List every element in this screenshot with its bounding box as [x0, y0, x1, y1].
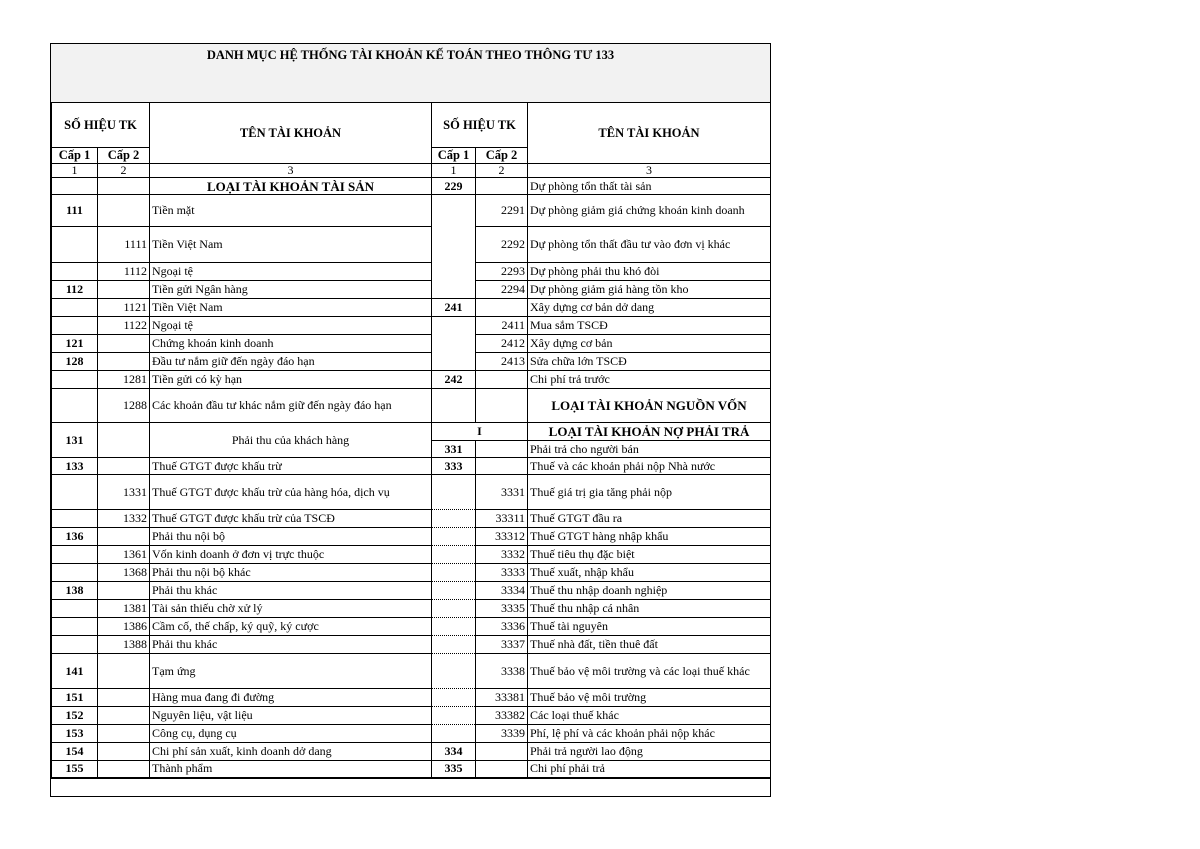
account-name: Xây dựng cơ bản: [528, 335, 771, 353]
table-row: [52, 281, 771, 299]
account-code: 133: [52, 458, 98, 475]
table-row: [52, 546, 771, 564]
account-code: 112: [52, 281, 98, 299]
roman-numeral: I: [432, 423, 528, 441]
account-name: Phải thu khác: [150, 636, 432, 654]
account-name: Thuế tài nguyên: [528, 618, 771, 636]
table-row: [52, 725, 771, 743]
header-cap1-right: Cấp 1: [432, 148, 476, 164]
account-code: 136: [52, 528, 98, 546]
table-row: [52, 618, 771, 636]
account-name: Thuế GTGT được khấu trừ của hàng hóa, dịch vụ: [150, 475, 432, 510]
account-name: Thuế nhà đất, tiền thuê đất: [528, 636, 771, 654]
account-code: 3333: [476, 564, 528, 582]
empty-cell: [432, 546, 476, 564]
empty-cell: [432, 528, 476, 546]
table-row: [52, 335, 771, 353]
account-name: Phải thu nội bộ khác: [150, 564, 432, 582]
account-name: Sửa chữa lớn TSCĐ: [528, 353, 771, 371]
empty-cell: [432, 636, 476, 654]
account-code: 121: [52, 335, 98, 353]
account-name: Tiền mặt: [150, 195, 432, 227]
account-name: Đầu tư nắm giữ đến ngày đáo hạn: [150, 353, 432, 371]
account-code: 1288: [98, 389, 150, 423]
account-name: Ngoại tệ: [150, 263, 432, 281]
table-row: [52, 389, 771, 423]
account-name: Thuế GTGT đầu ra: [528, 510, 771, 528]
table-row: [52, 707, 771, 725]
account-name: Dự phòng tổn thất đầu tư vào đơn vị khác: [528, 227, 771, 263]
empty-cell: [432, 654, 476, 689]
account-code: 33381: [476, 689, 528, 707]
account-code: 152: [52, 707, 98, 725]
account-code: 242: [432, 371, 476, 389]
account-name: Xây dựng cơ bản dở dang: [528, 299, 771, 317]
account-name: Ngoại tệ: [150, 317, 432, 335]
colnum: 3: [528, 164, 771, 178]
table-row: [52, 528, 771, 546]
account-code: 141: [52, 654, 98, 689]
account-name: Thuế giá trị gia tăng phải nộp: [528, 475, 771, 510]
column-number-row: [52, 164, 771, 178]
account-name: Thuế thu nhập cá nhân: [528, 600, 771, 618]
account-name: Thuế GTGT được khấu trừ: [150, 458, 432, 475]
header-ten-right: TÊN TÀI KHOẢN: [528, 103, 771, 164]
account-code: 3338: [476, 654, 528, 689]
account-name: Chi phí sản xuất, kinh doanh dở dang: [150, 743, 432, 761]
table-row: [52, 263, 771, 281]
empty-cell: [432, 707, 476, 725]
section-heading: LOẠI TÀI KHOẢN TÀI SẢN: [150, 178, 432, 195]
empty-cell: [432, 600, 476, 618]
account-name: Tiền gửi Ngân hàng: [150, 281, 432, 299]
account-name: Phải trả người lao động: [528, 743, 771, 761]
header-so-hieu-right: SỐ HIỆU TK: [432, 103, 528, 148]
table-row: [52, 600, 771, 618]
account-code: 33311: [476, 510, 528, 528]
account-name: Phí, lệ phí và các khoản phải nộp khác: [528, 725, 771, 743]
header-so-hieu-left: SỐ HIỆU TK: [52, 103, 150, 148]
account-name: Dự phòng tổn thất tài sản: [528, 178, 771, 195]
account-code: 3337: [476, 636, 528, 654]
account-name: Thuế và các khoản phải nộp Nhà nước: [528, 458, 771, 475]
account-name: Các khoản đầu tư khác nắm giữ đến ngày đáo hạn: [150, 389, 432, 423]
title-box: [51, 44, 770, 103]
account-code: 335: [432, 761, 476, 778]
account-name: Dự phòng giảm giá hàng tồn kho: [528, 281, 771, 299]
account-name: Công cụ, dụng cụ: [150, 725, 432, 743]
empty-cell: [432, 564, 476, 582]
account-name: Chi phí trả trước: [528, 371, 771, 389]
table-row: [52, 636, 771, 654]
table-row: [52, 195, 771, 227]
account-code: 3339: [476, 725, 528, 743]
header-cap1-left: Cấp 1: [52, 148, 98, 164]
account-name: Các loại thuế khác: [528, 707, 771, 725]
account-name: Thuế xuất, nhập khẩu: [528, 564, 771, 582]
account-code: 3336: [476, 618, 528, 636]
account-name: Tài sản thiếu chờ xử lý: [150, 600, 432, 618]
account-code: 33312: [476, 528, 528, 546]
account-name: Tiền Việt Nam: [150, 299, 432, 317]
table-row: [52, 371, 771, 389]
account-code: 3335: [476, 600, 528, 618]
table-row: [52, 743, 771, 761]
accounts-sheet: [50, 43, 771, 797]
table-row: [52, 689, 771, 707]
colnum: 2: [476, 164, 528, 178]
empty-cell: [432, 725, 476, 743]
account-code: 1361: [98, 546, 150, 564]
table-row: [52, 761, 771, 778]
table-row: [52, 317, 771, 335]
account-name: Nguyên liệu, vật liệu: [150, 707, 432, 725]
account-code: 154: [52, 743, 98, 761]
empty-cell: [432, 510, 476, 528]
colnum: 2: [98, 164, 150, 178]
account-name: Phải trả cho người bán: [528, 441, 771, 458]
account-name: Phải thu nội bộ: [150, 528, 432, 546]
table-row: [52, 227, 771, 263]
account-code: 33382: [476, 707, 528, 725]
header-cap2-right: Cấp 2: [476, 148, 528, 164]
account-name: Dự phòng giảm giá chứng khoán kinh doanh: [528, 195, 771, 227]
account-code: 331: [432, 441, 476, 458]
account-name: Tiền Việt Nam: [150, 227, 432, 263]
table-row: [52, 353, 771, 371]
account-name: Hàng mua đang đi đường: [150, 689, 432, 707]
account-code: 229: [432, 178, 476, 195]
empty-cell: [432, 475, 476, 510]
accounts-table: [51, 102, 771, 779]
account-code: 1381: [98, 600, 150, 618]
table-row: [52, 654, 771, 689]
table-row: [52, 564, 771, 582]
table-row: [52, 423, 771, 441]
account-name: Thuế GTGT được khấu trừ của TSCĐ: [150, 510, 432, 528]
colnum: 1: [52, 164, 98, 178]
page-title: DANH MỤC HỆ THỐNG TÀI KHOẢN KẾ TOÁN THEO THÔNG TƯ 133: [206, 48, 615, 62]
account-code: 2294: [476, 281, 528, 299]
account-code: 3334: [476, 582, 528, 600]
account-code: 3331: [476, 475, 528, 510]
empty-cell: [432, 195, 476, 299]
account-name: Tiền gửi có kỳ hạn: [150, 371, 432, 389]
account-code: 155: [52, 761, 98, 778]
account-code: 241: [432, 299, 476, 317]
account-name: Thuế bảo vệ môi trường và các loại thuế khác: [528, 654, 771, 689]
account-name: Thuế thu nhập doanh nghiệp: [528, 582, 771, 600]
table-row: [52, 458, 771, 475]
account-code: 1386: [98, 618, 150, 636]
account-code: 138: [52, 582, 98, 600]
account-name: Thành phẩm: [150, 761, 432, 778]
account-code: 151: [52, 689, 98, 707]
account-code: 1112: [98, 263, 150, 281]
account-name: Cầm cố, thế chấp, ký quỹ, ký cược: [150, 618, 432, 636]
account-code: 1388: [98, 636, 150, 654]
account-code: 1121: [98, 299, 150, 317]
account-name: Thuế tiêu thụ đặc biệt: [528, 546, 771, 564]
account-code: 333: [432, 458, 476, 475]
empty-cell: [432, 317, 476, 371]
account-code: 2412: [476, 335, 528, 353]
header-cap2-left: Cấp 2: [98, 148, 150, 164]
section-heading: LOẠI TÀI KHOẢN NGUỒN VỐN: [528, 389, 771, 423]
account-name: Mua sắm TSCĐ: [528, 317, 771, 335]
account-code: 334: [432, 743, 476, 761]
account-code: 1332: [98, 510, 150, 528]
account-name: Dự phòng phải thu khó đòi: [528, 263, 771, 281]
account-code: 153: [52, 725, 98, 743]
account-name: Thuế GTGT hàng nhập khẩu: [528, 528, 771, 546]
header-row: [52, 103, 771, 148]
account-code: 1122: [98, 317, 150, 335]
empty-cell: [432, 618, 476, 636]
account-name: Tạm ứng: [150, 654, 432, 689]
account-code: 131: [52, 423, 98, 458]
account-name: Thuế bảo vệ môi trường: [528, 689, 771, 707]
table-row: [52, 299, 771, 317]
account-code: 2413: [476, 353, 528, 371]
account-name: Phải thu của khách hàng: [150, 423, 432, 458]
header-ten-left: TÊN TÀI KHOẢN: [150, 103, 432, 164]
table-row: [52, 582, 771, 600]
account-code: 111: [52, 195, 98, 227]
account-name: Chi phí phải trả: [528, 761, 771, 778]
account-code: 3332: [476, 546, 528, 564]
account-code: 1368: [98, 564, 150, 582]
table-row: [52, 178, 771, 195]
table-row: [52, 475, 771, 510]
account-code: 2292: [476, 227, 528, 263]
account-name: Chứng khoán kinh doanh: [150, 335, 432, 353]
empty-cell: [432, 689, 476, 707]
account-code: 128: [52, 353, 98, 371]
account-code: 2291: [476, 195, 528, 227]
account-name: Vốn kinh doanh ở đơn vị trực thuộc: [150, 546, 432, 564]
account-code: 2411: [476, 317, 528, 335]
colnum: 3: [150, 164, 432, 178]
empty-cell: [432, 582, 476, 600]
account-code: 2293: [476, 263, 528, 281]
account-code: 1331: [98, 475, 150, 510]
account-code: 1281: [98, 371, 150, 389]
account-code: 1111: [98, 227, 150, 263]
table-row: [52, 510, 771, 528]
section-heading: LOẠI TÀI KHOẢN NỢ PHẢI TRẢ: [528, 423, 771, 441]
account-name: Phải thu khác: [150, 582, 432, 600]
colnum: 1: [432, 164, 476, 178]
